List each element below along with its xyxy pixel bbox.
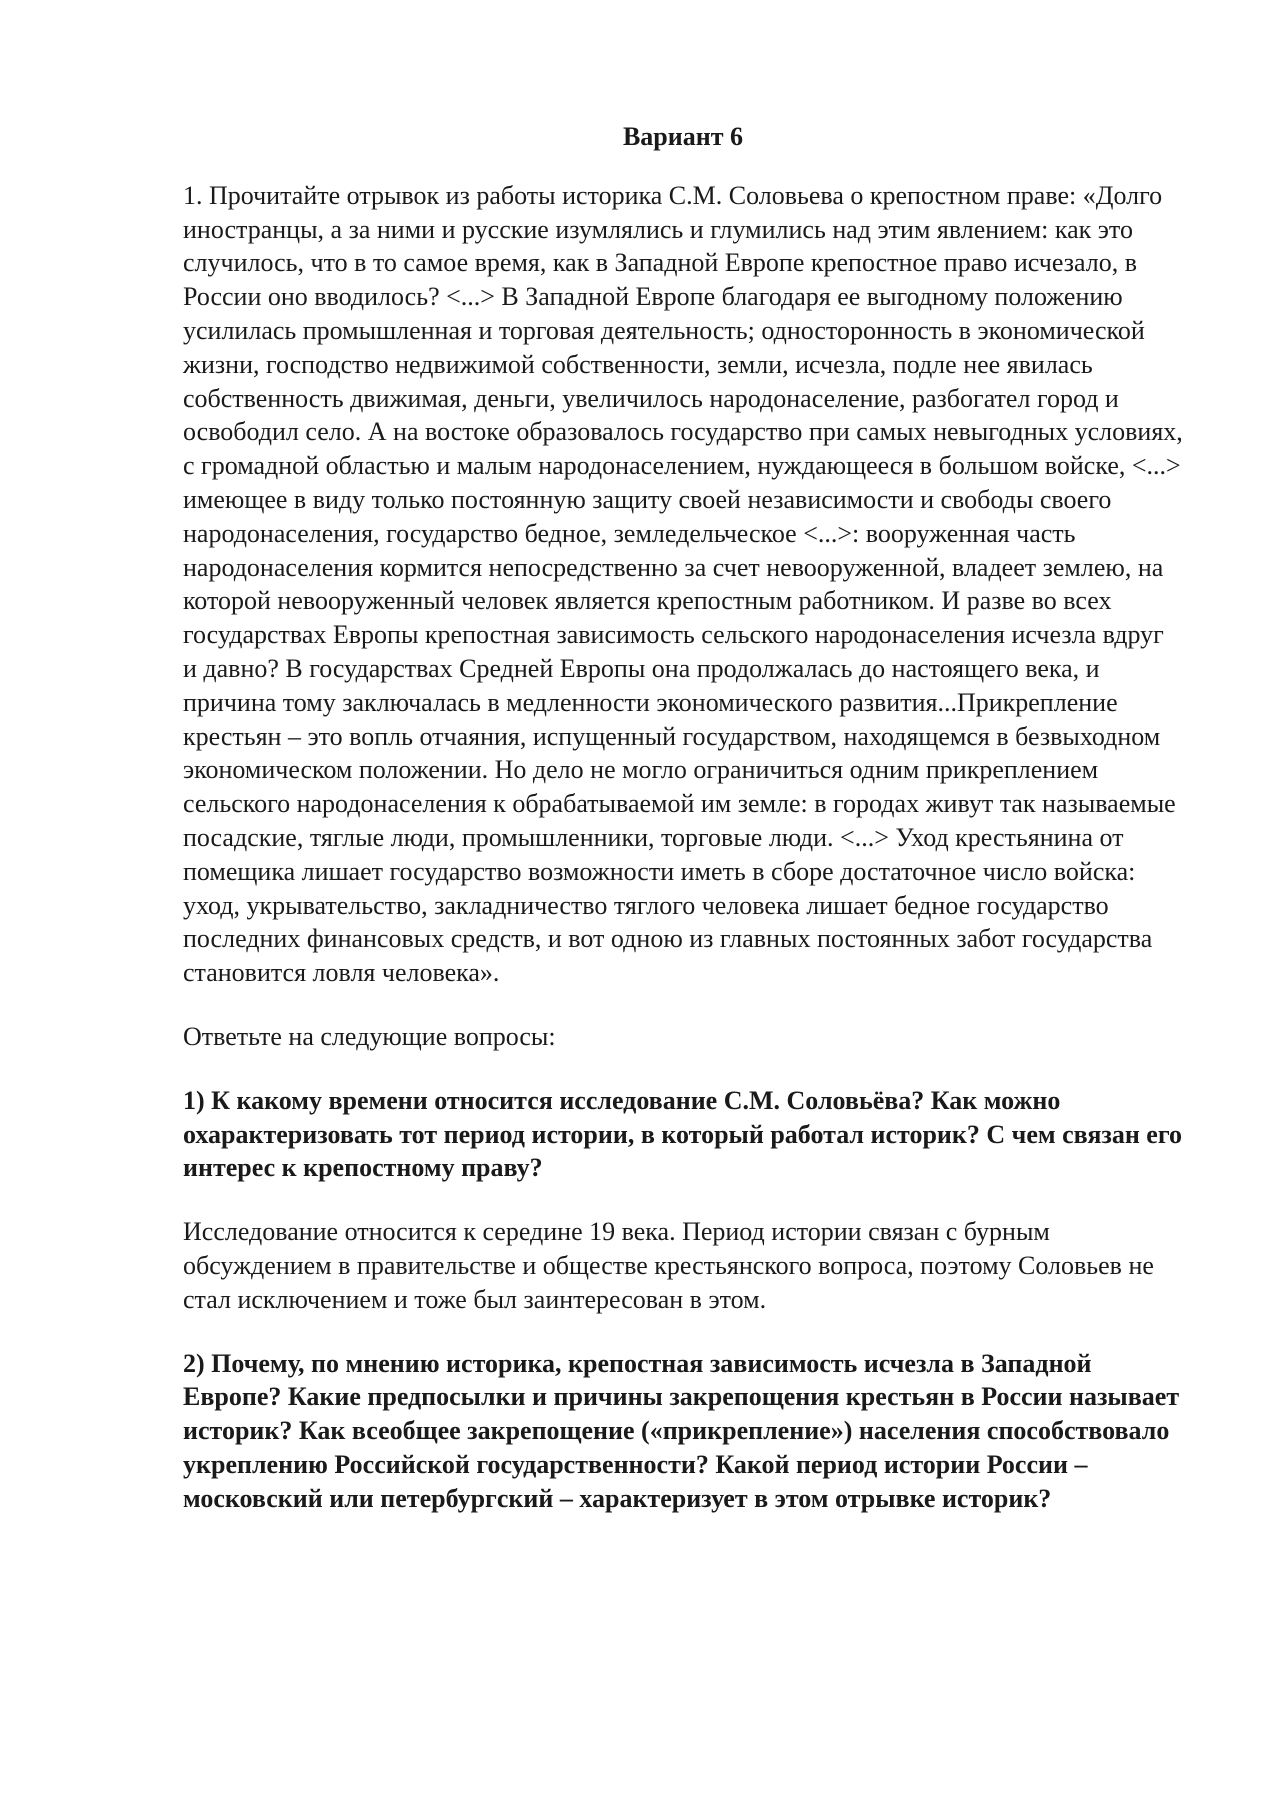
answer-1: Исследование относится к середине 19 века. Период истории связан с бурным обсуждением в правительстве и обществе крестьянского вопроса, поэтому Соловьев не стал исключением и тоже был заинтересован в этом. [183,1217,1154,1314]
question-1: 1) К какому времени относится исследование С.М. Соловьёва? Как можно охарактеризовать тот период истории, в который работал историк? С чем связан его интерес к крепостному праву? [183,1085,1183,1183]
instruction-text: Ответьте на следующие вопросы: [183,1021,556,1051]
document-title: Вариант 6 [622,122,744,151]
document-body [183,120,1183,1545]
task-1-text: 1. Прочитайте отрывок из работы историка С.М. Соловьева о крепостном праве: «Долго иностранцы, а за ними и русские изумлялись и глумились над этим явлением: как это случилось, что в то самое время, как в Западной Европе крепостное право исчезало, в России оно вводилось? <...> В Западной Европе благодаря ее выгодному положению усилилась промышленная и торговая деятельность; односторонность в экономической жизни, господство недвижимой собственности, земли, исчезла, подле нее явилась собственность движимая, деньги, увеличилось народонаселение, разбогател город и освободил село. А на востоке образовалось государство при самых невыгодных условиях, с громадной областью и малым народонаселением, нуждающееся в большом войске, <...> имеющее в виду только постоянную защиту своей независимости и свободы своего народонаселения, государство бедное, земледельческое <...>: вооруженная часть народонаселения кормится непосредственно за счет невооруженной, владеет землею, на которой невооруженный человек является крепостным работником. И разве во всех государствах Европы крепостная зависимость сельского народонаселения исчезла вдруг и давно? В государствах Средней Европы она продолжалась до настоящего века, и причина тому заключалась в медленности экономического развития...Прикрепление крестьян – это вопль отчаяния, испущенный государством, находящемся в безвыходном экономическом положении. Но дело не могло ограничиться одним прикреплением сельского народонаселения к обрабатываемой им земле: в городах живут так называемые посадские, тяглые люди, промышленники, торговые люди. <...> Уход крестьянина от помещика лишает государство возможности иметь в сборе достаточное число войска: уход, укрывательство, закладничество тяглого человека лишает бедное государство последних финансовых средств, и вот одною из главных постоянных забот государства становится ловля человека». [183,180,1183,988]
question-2: 2) Почему, по мнению историка, крепостная зависимость исчезла в Западной Европе? Какие предпосылки и причины закрепощения крестьян в России называет историк? Как всеобщее закрепощение («прикрепление») населения способствовало укреплению Российской государственности? Какой период истории России – московский или петербургский – характеризует в этом отрывке историк? [183,1348,1180,1513]
